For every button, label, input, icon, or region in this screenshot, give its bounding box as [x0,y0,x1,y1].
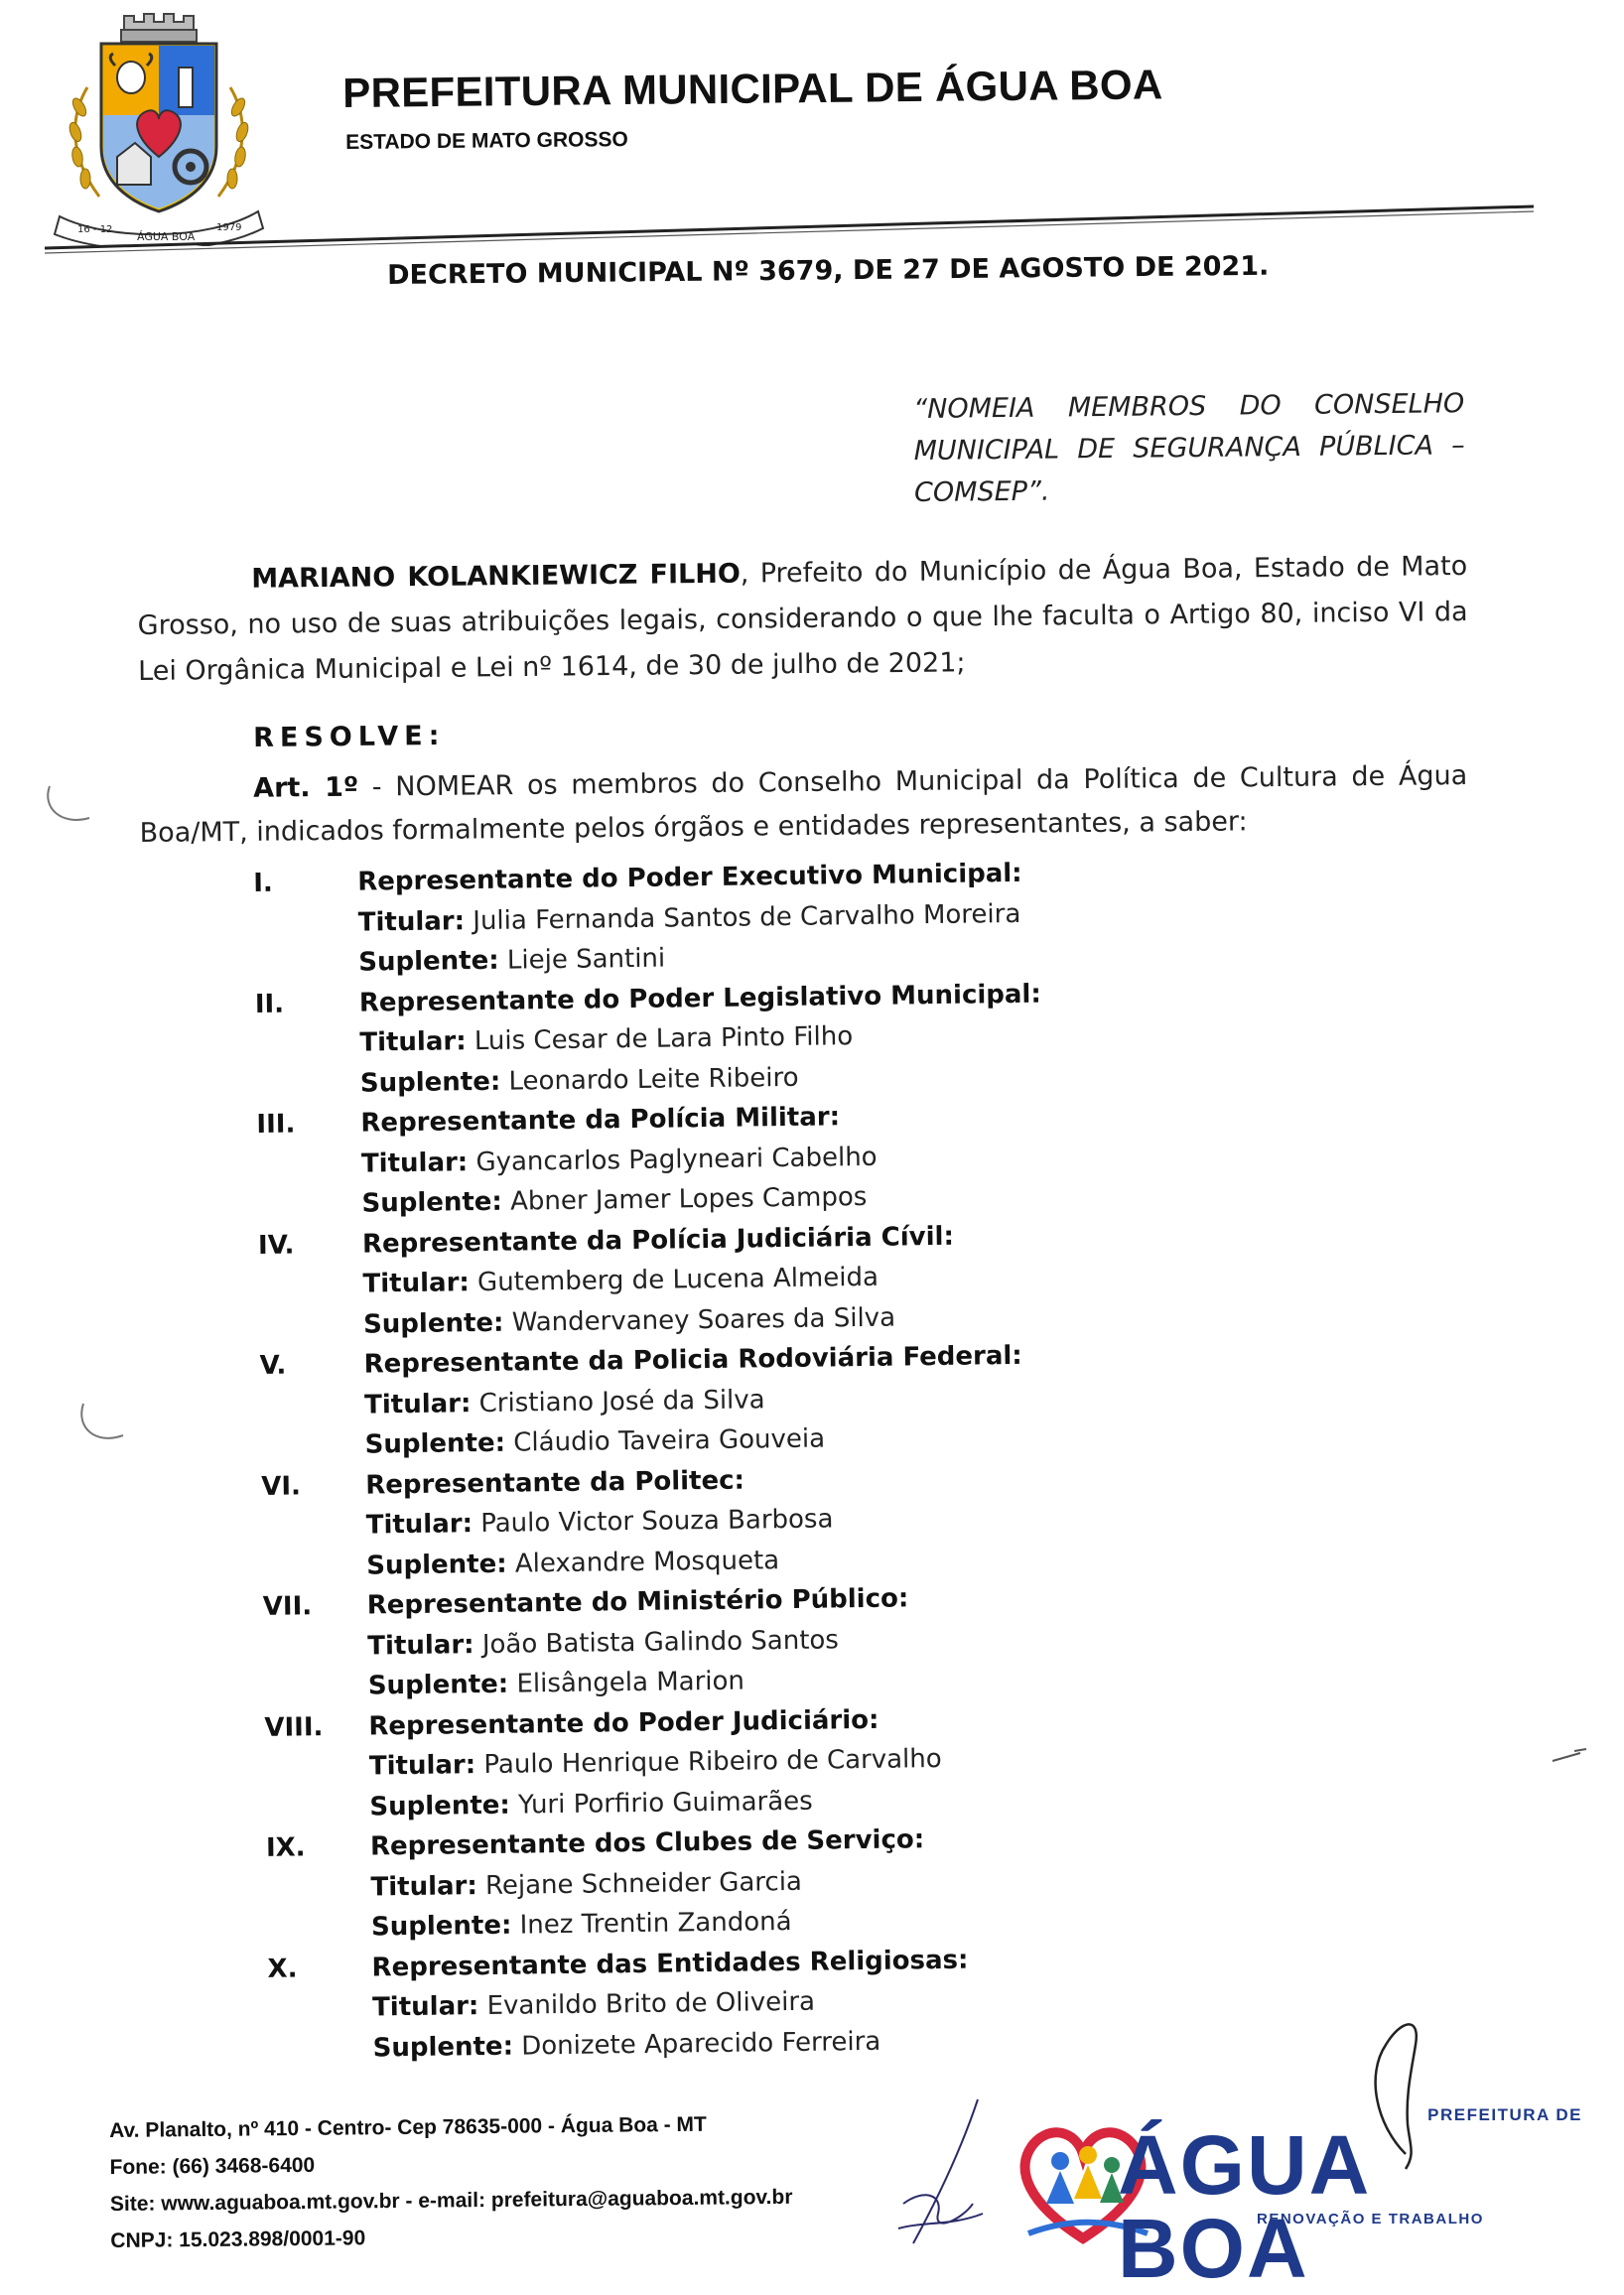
suplente-name: Donizete Aparecido Ferreira [521,2026,881,2062]
article-text: - NOMEAR os membros do Conselho Municipal da Política de Cultura de Água Boa/MT, indicados formalmente pelos órgãos e entidades representantes, a saber: [139,759,1468,849]
decree-summary: “NOMEIA MEMBROS DO CONSELHO MUNICIPAL DE SEGURANÇA PÚBLICA – COMSEP”. [913,388,1465,508]
header-divider [45,199,1534,258]
suplente-label: Suplente: [372,2031,514,2064]
suplente-name: Cláudio Taveira Gouveia [513,1423,826,1458]
titular-name: João Batista Galindo Santos [481,1624,840,1660]
list-item [255,969,1398,1105]
suplente-name: Inez Trentin Zandoná [519,1906,792,1941]
representative-heading: Representante da Policia Rodoviária Federal: [363,1340,1022,1380]
representative-heading: Representante do Poder Judiciário: [368,1704,880,1742]
titular-label: Titular: [362,1268,471,1299]
list-item [256,1090,1399,1226]
titular-label: Titular: [370,1870,477,1903]
suplente-name: Leonardo Leite Ribeiro [508,1062,799,1097]
titular-label: Titular: [360,1147,469,1179]
punch-hole-mark [42,778,93,830]
representative-heading: Representante dos Clubes de Serviço: [369,1824,925,1862]
list-item [266,1814,1409,1950]
resolve-heading: RESOLVE: [253,720,446,753]
footer-cnpj: CNPJ: 15.023.898/0001-90 [110,2227,366,2252]
suplente-name: Lieje Santini [506,943,666,976]
suplente-name: Abner Jamer Lopes Campos [509,1181,868,1217]
footer-site-email: Site: www.aguaboa.mt.gov.br - e-mail: prefeitura@aguaboa.mt.gov.br [109,2185,793,2216]
titular-label: Titular: [371,1991,479,2023]
suplente-label: Suplente: [361,1186,503,1219]
list-item [263,1572,1406,1708]
handwritten-signature [883,2094,1003,2253]
footer-phone: Fone: (66) 3468-6400 [109,2153,316,2179]
titular-name: Paulo Henrique Ribeiro de Carvalho [483,1743,942,1781]
header-title: PREFEITURA MUNICIPAL DE ÁGUA BOA [342,61,1163,116]
suplente-label: Suplente: [364,1427,506,1460]
item-numeral: IV. [257,1229,295,1261]
representative-heading: Representante da Polícia Judiciária Cívil: [361,1221,955,1260]
titular-label: Titular: [367,1629,474,1662]
representative-heading: Representante das Entidades Religiosas: [371,1945,969,1983]
titular-label: Titular: [363,1388,472,1420]
suplente-name: Wandervaney Soares da Silva [511,1302,896,1338]
titular-name: Evanildo Brito de Oliveira [486,1986,816,2022]
decree-title: DECRETO MUNICIPAL Nº 3679, DE 27 DE AGOSTO DE 2021. [387,250,1270,291]
crest-ribbon-date: 16 - 12 [77,224,113,235]
crest-ribbon-name: ÁGUA BOA [137,230,196,243]
titular-label: Titular: [359,1026,467,1058]
item-numeral: V. [259,1350,287,1381]
suplente-label: Suplente: [358,945,499,978]
preamble-text: , Prefeito do Município de Água Boa, Estado de Mato Grosso, no uso de suas atribuições legais, considerando o que lhe faculta o Artigo 80, inciso VI da Lei Orgânica Municipal e Lei nº 1614, de 30 de julho de 2021; [137,550,1468,687]
titular-name: Rejane Schneider Garcia [484,1866,803,1901]
footer-contact [109,2105,793,2259]
item-numeral: VIII. [264,1711,324,1743]
item-numeral: VII. [262,1591,313,1622]
item-numeral: VI. [261,1470,302,1502]
representative-heading: Representante do Ministério Público: [366,1583,909,1621]
suplente-label: Suplente: [370,1910,512,1943]
titular-name: Luis Cesar de Lara Pinto Filho [474,1021,854,1057]
suplente-label: Suplente: [359,1066,501,1099]
item-numeral: I. [253,868,274,898]
preamble-paragraph [137,544,1468,695]
suplente-name: Elisângela Marion [516,1666,745,1699]
titular-name: Julia Fernanda Santos de Carvalho Moreira [473,898,1021,936]
article-label: Art. 1º [253,771,359,804]
item-numeral: IX. [265,1832,306,1863]
suplente-label: Suplente: [369,1790,511,1822]
brand-name: ÁGUA BOA [1118,2118,1369,2295]
suplente-label: Suplente: [362,1307,504,1340]
footer-address: Av. Planalto, nº 410 - Centro- Cep 78635-000 - Água Boa - MT [109,2112,707,2142]
mayor-name: MARIANO KOLANKIEWICZ FILHO [251,558,741,595]
article-1 [139,754,1468,856]
suplente-label: Suplente: [367,1669,509,1701]
list-item [258,1210,1401,1346]
brand-prefix: PREFEITURA DE [1427,2105,1582,2124]
list-item [253,849,1396,985]
header-subtitle: ESTADO DE MATO GROSSO [345,128,628,154]
suplente-label: Suplente: [366,1549,507,1581]
suplente-name: Yuri Porfirio Guimarães [517,1786,813,1821]
titular-name: Gutemberg de Lucena Almeida [476,1262,880,1298]
members-list [253,849,1411,2070]
titular-name: Gyancarlos Paglyneari Cabelho [475,1142,878,1177]
titular-label: Titular: [357,905,466,938]
item-numeral: II. [254,989,285,1019]
list-item [259,1331,1402,1467]
punch-hole-mark [75,1398,127,1449]
titular-label: Titular: [368,1750,476,1782]
titular-name: Cristiano José da Silva [478,1384,765,1418]
representative-heading: Representante da Politec: [365,1465,745,1501]
item-numeral: X. [267,1954,298,1984]
handwritten-initial [1346,2005,1465,2174]
crest-ribbon-year: 1979 [216,222,242,233]
prefeitura-brand-mark [1009,2080,1584,2295]
representative-heading: Representante da Polícia Militar: [360,1102,841,1139]
titular-label: Titular: [365,1509,474,1541]
list-item [261,1451,1404,1587]
list-item [264,1692,1407,1828]
suplente-name: Alexandre Mosqueta [514,1545,780,1579]
brand-slogan: RENOVAÇÃO E TRABALHO [1257,2211,1484,2228]
list-item [267,1934,1410,2070]
scan-mark [1551,1745,1590,1765]
representative-heading: Representante do Poder Executivo Municipal: [357,858,1022,897]
item-numeral: III. [256,1109,296,1140]
representative-heading: Representante do Poder Legislativo Municipal: [358,979,1041,1018]
titular-name: Paulo Victor Souza Barbosa [480,1504,834,1540]
